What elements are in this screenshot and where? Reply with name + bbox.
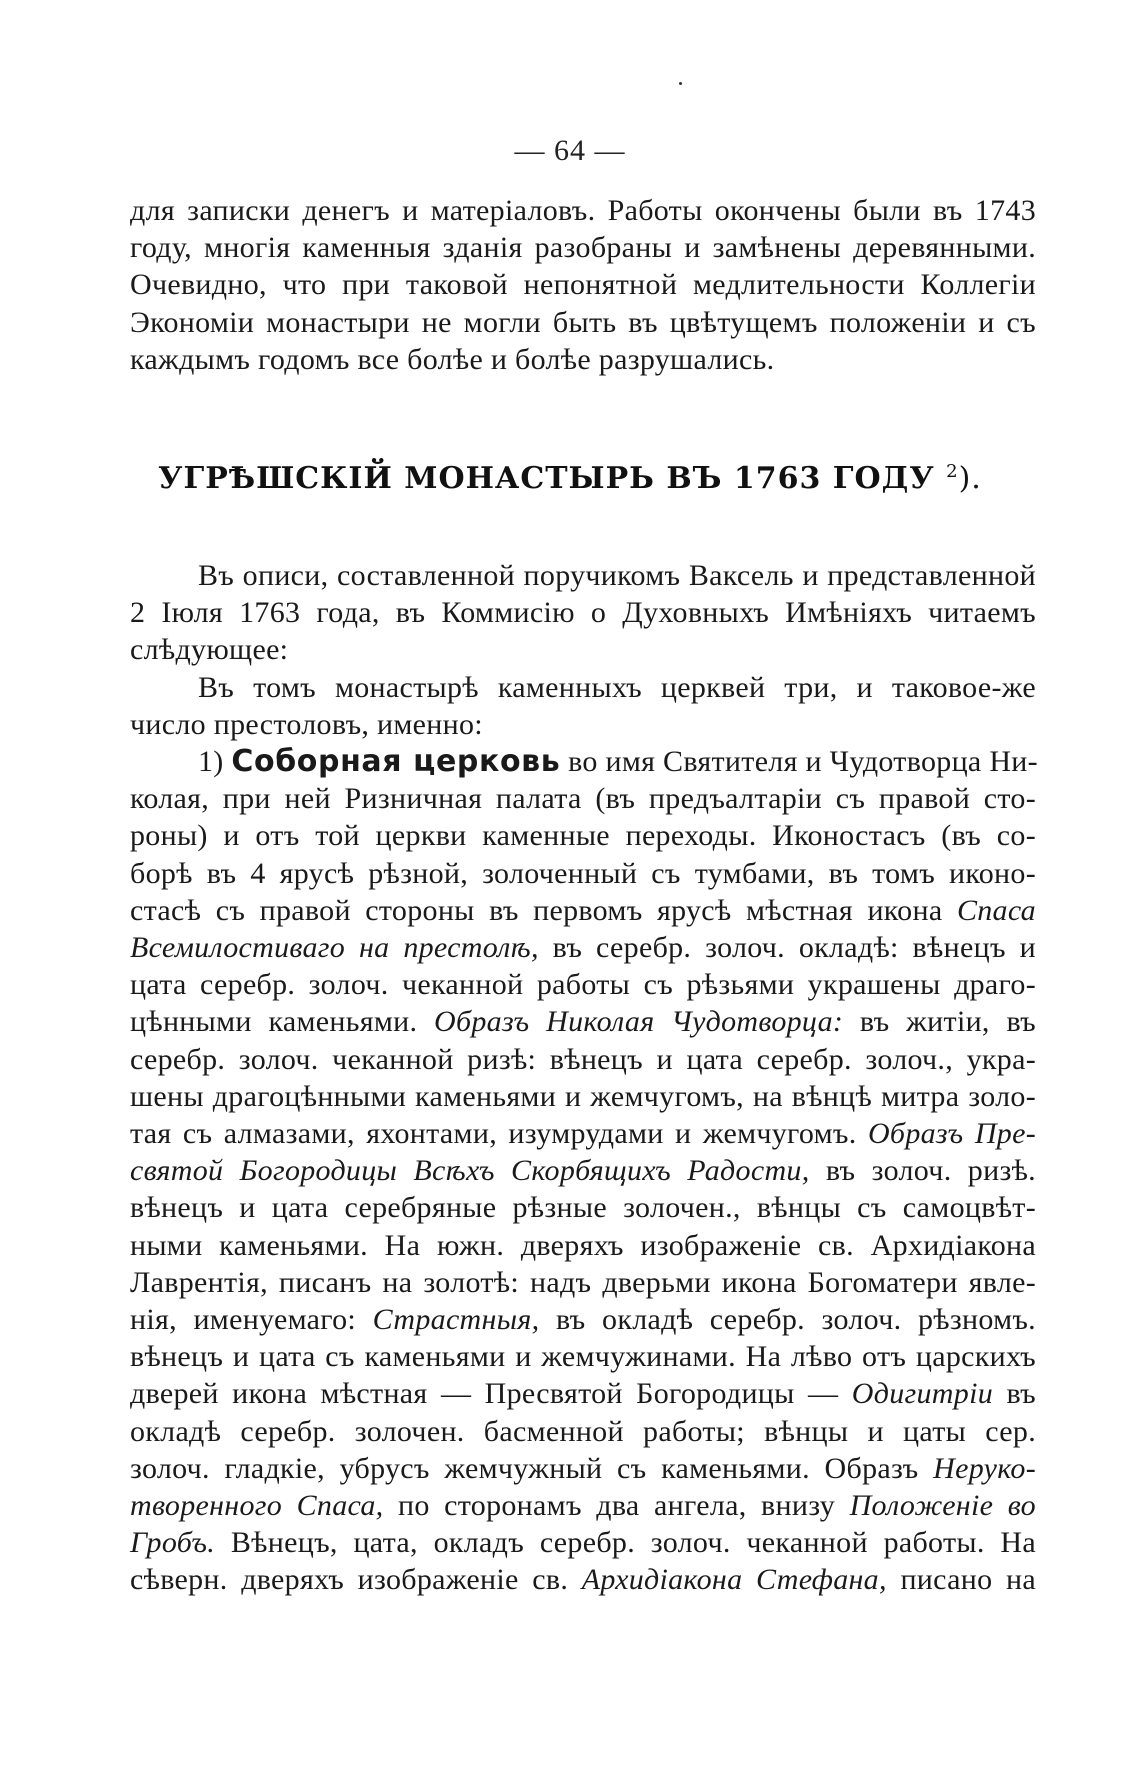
text-fragment: золоч. гладкіе, убрусъ жемчужный съ каменьями. Образъ (130, 1451, 919, 1485)
text-fragment: въ серебр. золоч. окладѣ: вѣнецъ и (552, 931, 1036, 965)
text-fragment: въ золоч. ризѣ. (825, 1154, 1036, 1188)
section-heading (0, 461, 1140, 496)
text-line (130, 1524, 1036, 1561)
italic-fragment: Образъ Пре- (867, 1117, 1036, 1151)
text-fragment: во имя Святителя и Чудотворца Ни- (568, 745, 1038, 779)
text-line: вѣнецъ и цата серебряные рѣзные золочен., вѣнцы съ самоцвѣт- (130, 1191, 1036, 1225)
text-fragment: въ житіи, въ (859, 1005, 1036, 1039)
text-line: году, многія каменныя зданія разобраны и замѣнены деревянными. (130, 231, 1036, 265)
text-line (130, 1450, 1036, 1487)
text-line (130, 1003, 1036, 1040)
text-line: цата серебр. золоч. чеканной работы съ рѣзьями украшены драго- (130, 968, 1036, 1002)
text-line: борѣ въ 4 ярусѣ рѣзной, золоченный съ тумбами, въ томъ иконо- (130, 856, 1036, 890)
text-line (130, 1152, 1036, 1189)
italic-fragment: Всемилостиваго на престолѣ, (130, 931, 539, 965)
list-item-line (130, 743, 1036, 780)
text-line: Очевидно, что при таковой непонятной медлительности Коллегіи (130, 268, 1036, 302)
italic-fragment: Неруко- (933, 1451, 1036, 1485)
italic-fragment: Положеніе во (849, 1489, 1036, 1523)
body-text (130, 557, 1036, 1599)
text-fragment: въ окладѣ серебр. золоч. рѣзномъ. (555, 1303, 1036, 1337)
text-line: ными каменьями. На южн. дверяхъ изображеніе св. Архидіакона (130, 1228, 1036, 1262)
text-line: для записки денегъ и матеріаловъ. Работы окончены были въ 1743 (130, 194, 1036, 227)
text-fragment: въ (1006, 1377, 1036, 1411)
text-line: слѣдующее: (130, 633, 289, 667)
text-line: Въ томъ монастырѣ каменныхъ церквей три, и таковое-же (198, 670, 1036, 704)
text-line: колая, при ней Ризничная палата (въ предъалтаріи съ правой сто- (130, 782, 1036, 816)
text-line: Экономіи монастыри не могли быть въ цвѣтущемъ положеніи и съ (130, 305, 1036, 339)
text-fragment: дверей икона мѣстная — Пресвятой Богородицы — (130, 1377, 839, 1411)
text-fragment: по сторонамъ два ангела, внизу (397, 1489, 836, 1523)
page-number: — 64 — (514, 134, 626, 167)
italic-fragment: Архидіакона Стефана, (581, 1563, 887, 1597)
text-line (130, 1301, 1036, 1338)
item-number: 1) (198, 745, 224, 779)
text-line: вѣнецъ и цата съ каменьями и жемчужинами. На лѣво отъ царскихъ (130, 1340, 1036, 1374)
text-line (130, 1561, 1036, 1598)
italic-fragment: святой Богородицы Всѣхъ Скорбящихъ Радости, (130, 1154, 810, 1188)
text-line: роны) и отъ той церкви каменные переходы. Иконостасъ (въ со- (130, 819, 1036, 853)
italic-fragment: творенного Спаса, (130, 1489, 384, 1523)
text-fragment: сѣверн. дверяхъ изображеніе св. (130, 1563, 569, 1597)
italic-fragment: Страстныя, (372, 1303, 540, 1337)
footnote-marker: 2 (946, 461, 959, 482)
text-line: Лаврентія, писанъ на золотѣ: надъ дверьми икона Богоматери явле- (130, 1265, 1036, 1299)
italic-fragment: Образъ Николая Чудотворца: (434, 1005, 844, 1039)
text-line: окладѣ серебр. золочен. басменной работы; вѣнцы и цаты сер. (130, 1414, 1036, 1448)
text-line: число престоловъ, именно: (130, 707, 483, 741)
italic-fragment: Одигитріи (851, 1377, 994, 1411)
text-fragment: писано на (900, 1563, 1036, 1597)
text-fragment: Вѣнецъ, цата, окладъ серебр. золоч. чеканной работы. На (230, 1526, 1036, 1560)
text-line: серебр. золоч. чеканной ризѣ: вѣнецъ и цата серебр. золоч., укра- (130, 1042, 1036, 1076)
text-line: шены драгоцѣнными каменьями и жемчугомъ, на вѣнцѣ митра золо- (130, 1079, 1036, 1113)
text-line (130, 929, 1036, 966)
italic-fragment: Гробъ. (130, 1526, 216, 1560)
text-line (130, 1487, 1036, 1524)
text-fragment: тая съ алмазами, яхонтами, изумрудами и жемчугомъ. (130, 1117, 857, 1151)
text-line (130, 1115, 1036, 1152)
text-fragment: нія, именуемаго: (130, 1303, 357, 1337)
heading-title: УГРѢШСКІЙ МОНАСТЫРЬ ВЪ 1763 ГОДУ (158, 461, 935, 496)
text-fragment: стасѣ съ правой стороны въ первомъ ярусѣ мѣстная икона (130, 893, 943, 927)
text-line (130, 892, 1036, 929)
item-bold-title: Соборная церковь (231, 744, 561, 780)
text-line: каждымъ годомъ все болѣе и болѣе разрушались. (130, 342, 775, 376)
italic-fragment: Спаса (956, 893, 1036, 927)
intro-paragraph (130, 192, 1036, 378)
heading-close-paren: ). (958, 461, 982, 496)
text-line: 2 Іюля 1763 года, въ Коммисію о Духовныхъ Имѣніяхъ читаемъ (130, 596, 1036, 630)
text-fragment: цѣнными каменьями. (130, 1005, 418, 1039)
text-line (130, 1375, 1036, 1412)
ink-dot (679, 82, 682, 85)
text-line: Въ описи, составленной поручикомъ Ваксель и представленной (198, 559, 1036, 592)
